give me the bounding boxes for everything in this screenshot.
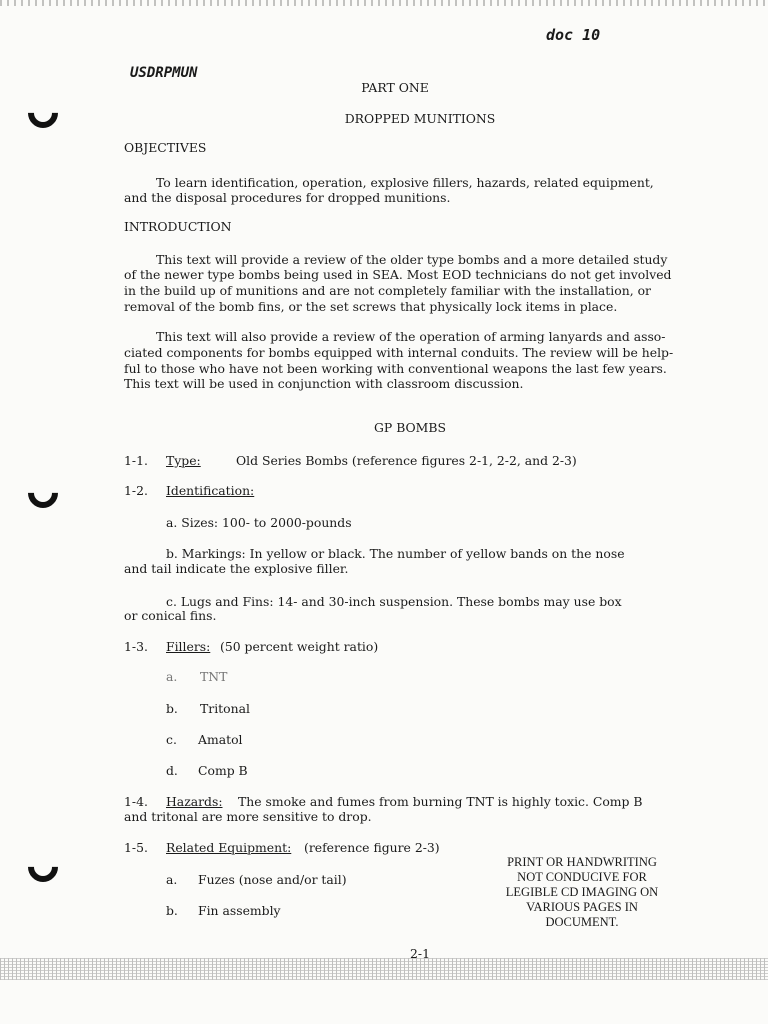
filler-letter: b.: [166, 701, 178, 716]
notice-line: PRINT OR HANDWRITING: [507, 855, 657, 869]
notice-line: LEGIBLE CD IMAGING ON: [505, 885, 659, 899]
section-number: 1-1.: [124, 453, 148, 468]
imaging-notice: [492, 855, 672, 930]
section-number: 1-5.: [124, 840, 148, 855]
section-number: 1-3.: [124, 639, 148, 654]
punch-hole-top: [22, 92, 64, 134]
section-number: 1-2.: [124, 483, 148, 498]
section-text: Old Series Bombs (reference figures 2-1, 2-2, and 2-3): [236, 453, 577, 468]
filler-name: Comp B: [198, 763, 248, 778]
page-title: DROPPED MUNITIONS: [344, 111, 496, 126]
section-label: Type:: [166, 453, 201, 468]
scan-noise-top: [0, 0, 768, 6]
section-label: Hazards:: [166, 794, 223, 809]
section-label: Related Equipment:: [166, 840, 292, 855]
handwritten-stamp: USDRPMUN: [130, 65, 198, 81]
identification-item: or conical fins.: [124, 608, 217, 623]
filler-letter: a.: [166, 669, 178, 684]
section-text: (reference figure 2-3): [304, 840, 440, 855]
filler-name: TNT: [200, 669, 228, 684]
intro-p2-line: ciated components for bombs equipped with internal conduits. The review will be help-: [124, 345, 674, 360]
equipment-letter: a.: [166, 872, 178, 887]
intro-p2-line: This text will also provide a review of the operation of arming lanyards and asso-: [156, 329, 666, 344]
notice-line: NOT CONDUCIVE FOR: [517, 870, 647, 884]
intro-p1-line: This text will provide a review of the older type bombs and a more detailed study: [156, 252, 668, 267]
objectives-line: and the disposal procedures for dropped munitions.: [124, 190, 451, 205]
intro-p2-line: This text will be used in conjunction with classroom discussion.: [124, 376, 524, 391]
notice-line: DOCUMENT.: [545, 915, 619, 929]
identification-item: c. Lugs and Fins: 14- and 30-inch suspension. These bombs may use box: [166, 594, 622, 609]
introduction-heading: INTRODUCTION: [124, 219, 232, 234]
section-label: Fillers:: [166, 639, 211, 654]
intro-p1-line: removal of the bomb fins, or the set screws that physically lock items in place.: [124, 299, 618, 314]
filler-name: Amatol: [198, 732, 243, 747]
page-number: 2-1: [410, 946, 430, 961]
handwritten-doc-ref: doc 10: [546, 26, 601, 44]
identification-item: b. Markings: In yellow or black. The number of yellow bands on the nose: [166, 546, 625, 561]
scan-noise-bottom: [0, 958, 768, 980]
equipment-name: Fuzes (nose and/or tail): [198, 872, 347, 887]
notice-line: VARIOUS PAGES IN: [526, 900, 638, 914]
hazards-text: The smoke and fumes from burning TNT is highly toxic. Comp B: [238, 794, 643, 809]
section-number: 1-4.: [124, 794, 148, 809]
section-text: (50 percent weight ratio): [220, 639, 379, 654]
filler-name: Tritonal: [200, 701, 250, 716]
part-heading: PART ONE: [361, 80, 429, 95]
intro-p1-line: of the newer type bombs being used in SEA. Most EOD technicians do not get involved: [124, 267, 672, 282]
intro-p2-line: ful to those who have not been working with conventional weapons the last few years.: [124, 361, 667, 376]
intro-p1-line: in the build up of munitions and are not completely familiar with the installation, or: [124, 283, 651, 298]
equipment-name: Fin assembly: [198, 903, 281, 918]
hazards-text: and tritonal are more sensitive to drop.: [124, 809, 372, 824]
punch-hole-middle: [22, 472, 64, 514]
equipment-letter: b.: [166, 903, 178, 918]
filler-letter: c.: [166, 732, 177, 747]
identification-item: a. Sizes: 100- to 2000-pounds: [166, 515, 352, 530]
section-label: Identification:: [166, 483, 255, 498]
punch-hole-bottom: [22, 846, 64, 888]
identification-item: and tail indicate the explosive filler.: [124, 561, 349, 576]
objectives-line: To learn identification, operation, explosive fillers, hazards, related equipment,: [156, 175, 654, 190]
objectives-heading: OBJECTIVES: [124, 140, 207, 155]
section-title: GP BOMBS: [374, 420, 446, 435]
filler-letter: d.: [166, 763, 178, 778]
